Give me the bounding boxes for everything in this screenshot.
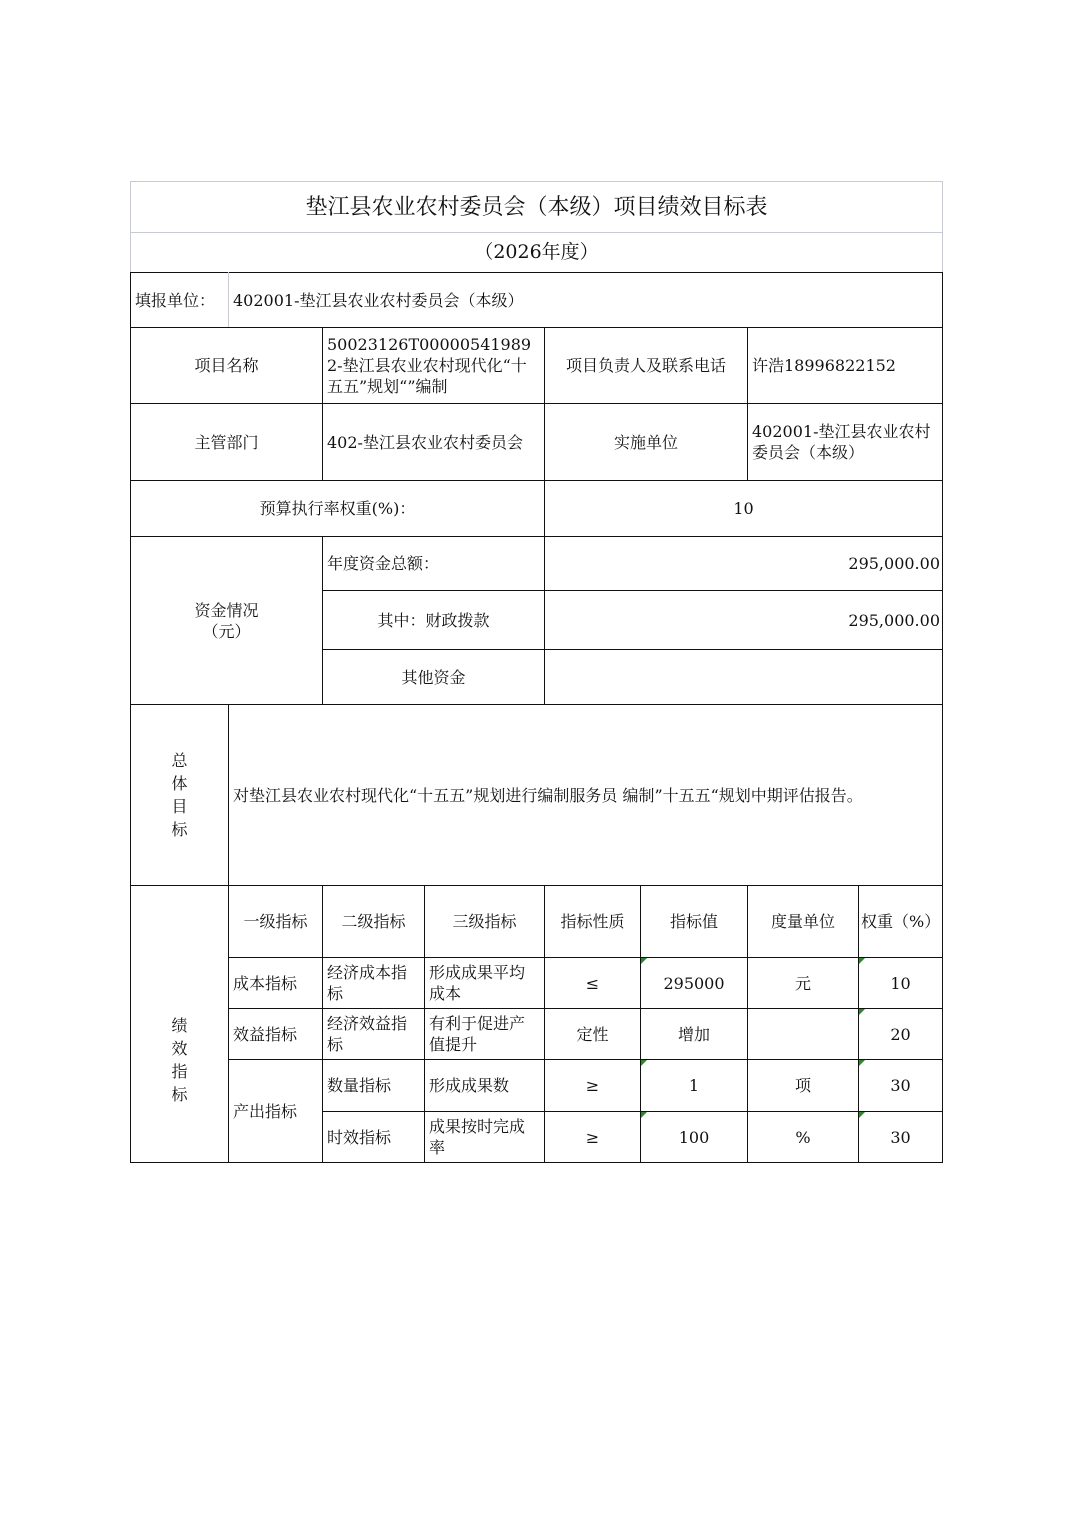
row3-unit: 项 [794,1076,811,1095]
dept-value: 402-垫江县农业农村委员会 [327,432,523,452]
row1-unit: 元 [794,973,811,993]
funds-other-label: 其他资金 [401,667,466,687]
page-subtitle: （2026年度） [474,241,599,263]
row1-l3: 形成成果平均成本 [429,963,526,1003]
funds-total-value: 295,000.00 [848,554,940,573]
impl-unit-value: 402001-垫江县农业农村委员会（本级） [752,422,931,462]
project-contact-value: 许浩18996822152 [752,356,896,375]
indicators-label-char: 绩 [171,1016,188,1035]
funds-label [131,537,322,704]
row3-l1: 产出指标 [233,1101,298,1121]
row2-unit [748,1009,858,1059]
row3-weight: 30 [890,1076,911,1095]
dept-label: 主管部门 [194,432,259,452]
row4-value: 100 [678,1127,710,1147]
goal-label-char: 标 [171,820,188,839]
row4-unit: % [795,1127,811,1147]
funds-total-label: 年度资金总额： [327,554,440,573]
header-unit: 度量单位 [770,912,835,931]
row4-nature: ≥ [585,1127,600,1147]
indicators-label-char: 指 [171,1062,188,1081]
header-weight: 权重（%） [861,912,941,931]
fill-unit-label: 填报单位： [135,290,216,310]
header-nature: 指标性质 [560,912,625,931]
row4-l3: 成果按时完成率 [429,1117,526,1157]
goal-label-char: 总 [171,751,188,770]
row2-value: 增加 [677,1024,710,1044]
row3-l2: 数量指标 [327,1076,392,1095]
budget-weight-label: 预算执行率权重(%)： [259,499,416,518]
header-value: 指标值 [669,912,718,931]
goal-label-char: 目 [171,797,188,816]
row2-nature: 定性 [576,1024,609,1044]
indicators-label-char: 效 [171,1039,188,1058]
header-l1: 一级指标 [243,912,308,931]
row1-weight: 10 [890,973,911,993]
funds-label-text: 资金情况（元） [194,600,259,641]
row3-nature: ≥ [585,1076,600,1095]
funds-fiscal-label: 其中：财政拨款 [377,610,490,630]
project-name-value: 50023126T000005419892-垫江县农业农村现代化“十五五”规划“”编制 [327,335,532,396]
funds-fiscal-value: 295,000.00 [848,610,940,630]
row3-l3: 形成成果数 [429,1076,510,1095]
row1-value: 295000 [663,973,725,993]
row2-weight: 20 [890,1024,911,1044]
row1-l1: 成本指标 [233,973,298,993]
row3-value: 1 [688,1076,700,1095]
impl-unit-label: 实施单位 [613,432,678,452]
goal-text: 对垫江县农业农村现代化“十五五”规划进行编制服务员 编制”十五五“规划中期评估报告。 [233,785,863,805]
goal-label-char: 体 [171,774,188,793]
row4-l2: 时效指标 [327,1127,392,1147]
row1-l2: 经济成本指标 [327,963,408,1003]
page-title: 垫江县农业农村委员会（本级）项目绩效目标表 [305,194,768,220]
row1-nature: ≤ [585,973,600,993]
row2-l3: 有利于促进产值提升 [429,1014,526,1054]
funds-other-value [545,650,942,704]
row2-l1: 效益指标 [233,1024,298,1044]
header-l2: 二级指标 [341,912,406,931]
indicators-label-char: 标 [171,1085,188,1104]
budget-weight-value: 10 [733,499,754,518]
indicators-label [131,886,228,1162]
goal-label [131,705,228,885]
row2-l2: 经济效益指标 [327,1014,408,1054]
project-contact-label: 项目负责人及联系电话 [565,356,726,375]
project-name-label: 项目名称 [194,356,259,375]
fill-unit-value: 402001-垫江县农业农村委员会（本级） [233,290,524,310]
header-l3: 三级指标 [452,912,517,931]
row4-weight: 30 [890,1127,911,1147]
